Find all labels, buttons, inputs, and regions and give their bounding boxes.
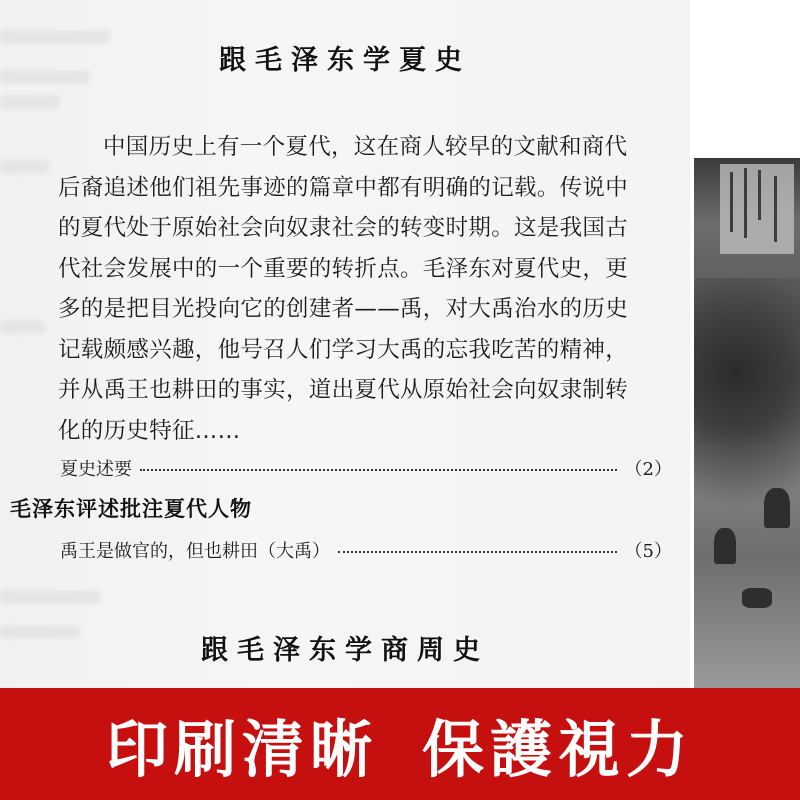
toc-leader-dots	[140, 469, 617, 471]
chapter-heading: 跟毛泽东学夏史	[219, 45, 471, 76]
painting-figure	[714, 528, 736, 564]
painting-tree	[694, 278, 800, 518]
calligraphy-stroke	[758, 170, 761, 220]
painting-figure	[764, 488, 790, 528]
calligraphy-stroke	[774, 176, 777, 242]
bleed-through-text	[0, 95, 60, 109]
toc-entry-label: 禹王是做官的，但也耕田（大禹）	[60, 541, 330, 562]
banner-slogan-part1: 印刷清晰	[105, 712, 378, 786]
toc-entry	[60, 455, 672, 481]
next-chapter-heading: 跟毛泽东学商周史	[201, 635, 489, 666]
banner-slogan	[106, 700, 694, 789]
bleed-through-text	[0, 320, 45, 334]
toc-leader-dots	[338, 551, 617, 553]
painting-rock	[742, 588, 772, 608]
bleed-through-text	[0, 590, 100, 604]
toc-section-title: 毛泽东评述批注夏代人物	[10, 496, 252, 521]
toc-entry	[60, 537, 672, 563]
toc-page-number: （5）	[624, 541, 672, 562]
calligraphy-stroke	[730, 172, 733, 232]
calligraphy-stroke	[744, 168, 747, 238]
intro-paragraph: 中国历史上有一个夏代，这在商人较早的文献和商代后裔追述他们祖先事迹的篇章中都有明确的记载。传说中的夏代处于原始社会向奴隶社会的转变时期。这是我国古代社会发展中的一个重要的转折点。毛泽东对夏代史，更多的是把目光投向它的创建者——禹，对大禹治水的历史记载颇感兴趣，他号召人们学习大禹的忘我吃苦的精神，并从禹王也耕田的事实，道出夏代从原始社会向奴隶制转化的历史特征……	[58, 134, 629, 444]
promo-banner	[0, 688, 800, 800]
bleed-through-text	[0, 160, 50, 174]
toc-entry-label: 夏史述要	[60, 459, 132, 480]
toc-page-number: （2）	[624, 459, 672, 480]
painting-illustration	[694, 158, 800, 688]
banner-slogan-part2: 保護視力	[422, 712, 695, 786]
